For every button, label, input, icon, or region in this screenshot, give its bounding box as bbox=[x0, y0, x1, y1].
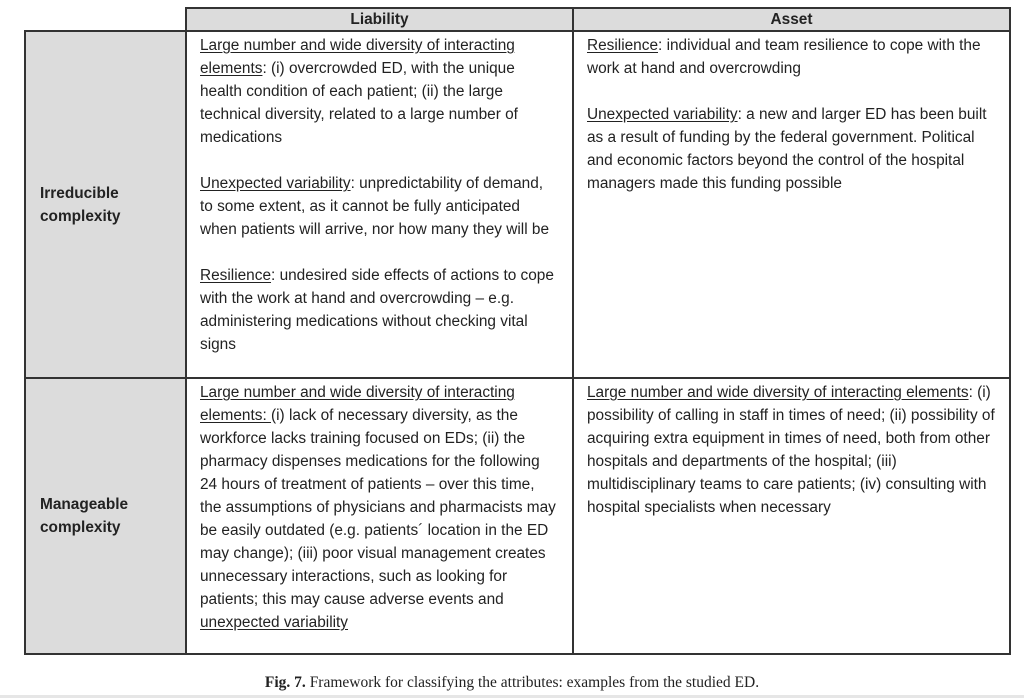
term: Large number and wide diversity of interacting elements bbox=[200, 37, 515, 77]
term: Unexpected variability bbox=[200, 175, 351, 192]
text: : (i) possibility of calling in staff in times of need; (ii) possibility of acquiring extra equipment in times of need, both from other hospitals and departments of the hospital; (iii) multidisciplinary teams to care patients; (iv) consulting with hospital specialists when necessary bbox=[587, 384, 995, 516]
term: Resilience bbox=[587, 37, 659, 54]
term: Resilience bbox=[200, 267, 272, 284]
row-label-line: Manageable bbox=[40, 496, 129, 513]
figure-label: Fig. 7. bbox=[264, 674, 306, 691]
table-row-irreducible bbox=[25, 31, 1010, 378]
paragraph bbox=[200, 264, 560, 356]
term: Unexpected variability bbox=[587, 106, 738, 123]
term: Large number and wide diversity of interacting elements bbox=[587, 384, 969, 401]
row-label-line: complexity bbox=[40, 207, 121, 225]
paragraph bbox=[587, 381, 997, 519]
cell-irreducible-asset bbox=[573, 31, 1010, 378]
row-label-irreducible bbox=[25, 31, 186, 378]
paragraph bbox=[200, 381, 560, 634]
text: : individual and team resilience to cope with the work at hand and overcrowding bbox=[587, 37, 981, 77]
paragraph bbox=[200, 34, 560, 149]
caption-text: Framework for classifying the attributes: examples from the studied ED. bbox=[305, 674, 760, 691]
cell-manageable-asset bbox=[573, 378, 1010, 654]
framework-table bbox=[24, 7, 1011, 655]
header-liability: Liability bbox=[186, 8, 573, 31]
corner-cell bbox=[25, 8, 186, 31]
term: unexpected variability bbox=[200, 614, 349, 631]
figure-caption bbox=[0, 674, 1024, 692]
paragraph bbox=[587, 103, 997, 195]
row-label-line: complexity bbox=[40, 519, 121, 536]
row-label-manageable bbox=[25, 378, 186, 654]
text: : undesired side effects of actions to cope with the work at hand and overcrowding – e.g. administering medications without checking vital signs bbox=[200, 267, 554, 353]
header-asset: Asset bbox=[573, 8, 1010, 31]
row-label-line: Irreducible bbox=[40, 184, 119, 202]
text: (i) lack of necessary diversity, as the workforce lacks training focused on EDs; (ii) the pharmacy dispenses medications for the following 24 hours of treatment of patients – over this time, the assumptions of physicians and pharmacists may be easily outdated (e.g. patients´ location in the ED may change); (iii) poor visual management creates unnecessary interactions, such as looking for patients; this may cause adverse events and bbox=[200, 407, 556, 608]
paragraph bbox=[200, 172, 560, 241]
text: : a new and larger ED has been built as a result of funding by the federal government. Political and economic factors beyond the control of the hospital managers made this funding possible bbox=[587, 106, 987, 192]
text: : (i) overcrowded ED, with the unique health condition of each patient; (ii) the large technical diversity, related to a large number of medications bbox=[200, 60, 518, 146]
table-row-manageable bbox=[25, 378, 1010, 654]
cell-irreducible-liability bbox=[186, 31, 573, 378]
text: : unpredictability of demand, to some extent, as it cannot be fully anticipated when patients will arrive, nor how many they will be bbox=[200, 175, 550, 238]
paragraph bbox=[587, 34, 997, 80]
term: Large number and wide diversity of interacting elements: bbox=[200, 384, 515, 424]
header-row bbox=[25, 8, 1010, 31]
cell-manageable-liability bbox=[186, 378, 573, 654]
